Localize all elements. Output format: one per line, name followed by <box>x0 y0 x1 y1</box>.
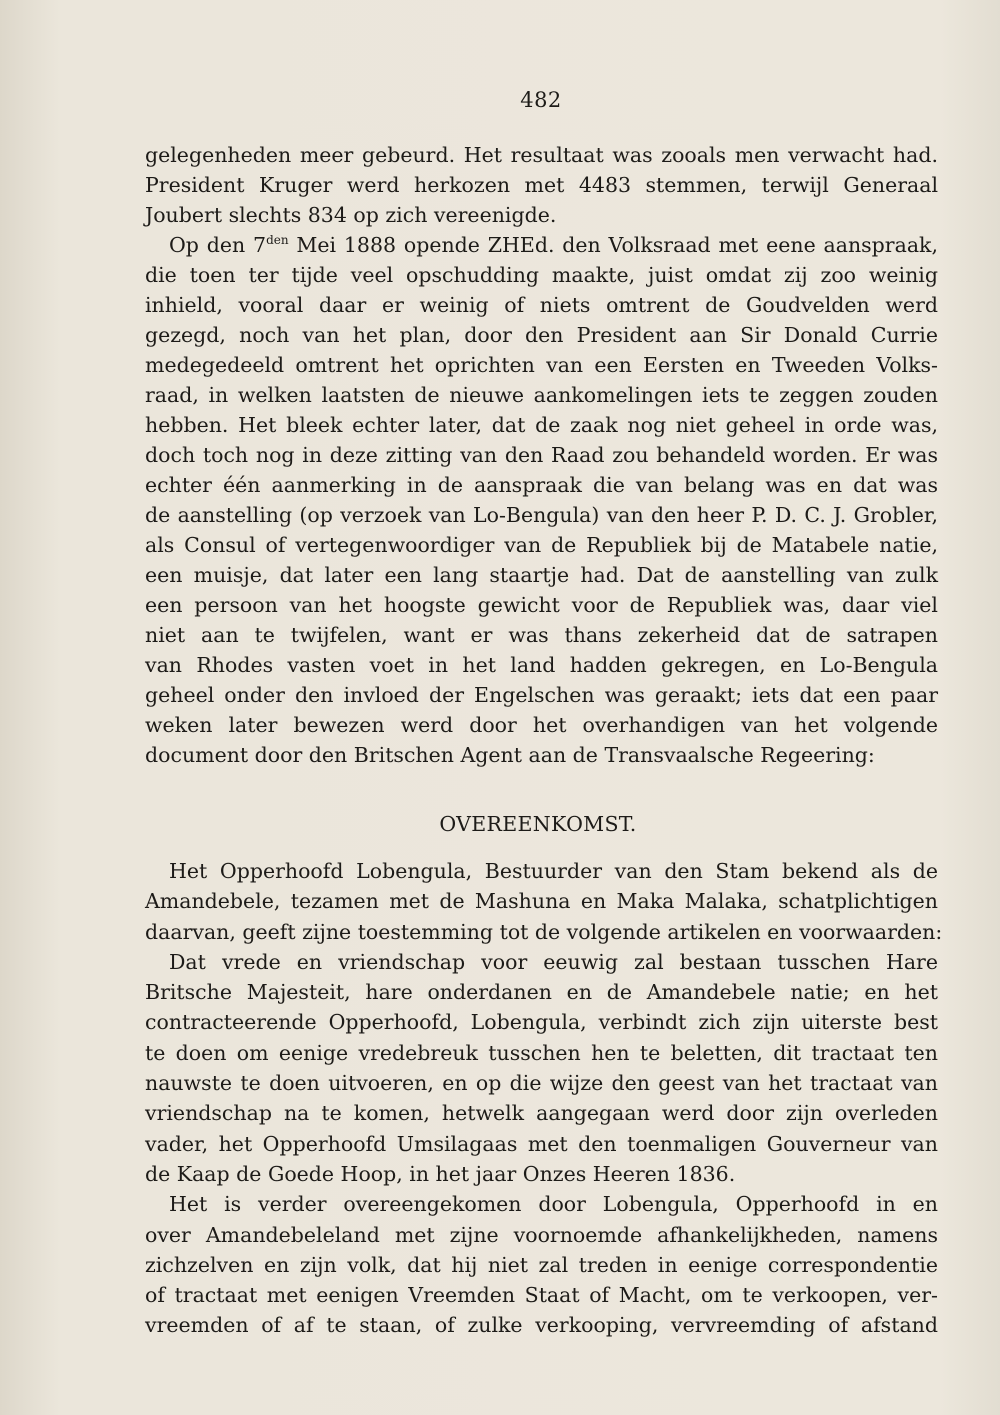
text-line: echter één aanmerking in de aanspraak die van belang was en dat was <box>145 473 938 497</box>
text-line: de Kaap de Goede Hoop, in het jaar Onzes Heeren 1836. <box>145 1161 736 1186</box>
text-line: een muisje, dat later een lang staartje had. Dat de aanstelling van zulk <box>145 563 938 587</box>
text-line: gelegenheden meer gebeurd. Het resultaat was zooals men verwacht had. <box>145 143 938 167</box>
text-line-rest: Mei 1888 opende ZHEd. den Volksraad met eene aanspraak, <box>296 233 938 257</box>
text-line: raad, in welken laatsten de nieuwe aankomelingen iets te zeggen zouden <box>145 383 938 407</box>
text-line: een persoon van het hoogste gewicht voor de Republiek was, daar viel <box>145 593 938 617</box>
text-line: geheel onder den invloed der Engelschen was geraakt; iets dat een paar <box>145 683 938 707</box>
text-line <box>145 230 938 260</box>
text-line: doch toch nog in deze zitting van den Raad zou behandeld worden. Er was <box>145 443 938 467</box>
text-line: inhield, vooral daar er weinig of niets omtrent de Goudvelden werd <box>145 293 938 317</box>
superscript: den <box>266 233 289 247</box>
page-number: 482 <box>520 88 562 112</box>
text-line: contracteerende Opperhoofd, Lobengula, verbindt zich zijn uiterste best <box>145 1010 938 1035</box>
body-text-lower <box>145 856 943 1341</box>
text-line: weken later bewezen werd door het overhandigen van het volgende <box>145 713 938 737</box>
text-line: over Amandebeleland met zijne voornoemde afhankelijkheden, namens <box>145 1222 938 1247</box>
text-line: te doen om eenige vredebreuk tusschen hen te beletten, dit tractaat ten <box>145 1040 938 1065</box>
text-line: nauwste te doen uitvoeren, en op die wijze den geest van het tractaat van <box>145 1071 938 1096</box>
text-line: hebben. Het bleek echter later, dat de zaak nog niet geheel in orde was, <box>145 413 938 437</box>
text-line: van Rhodes vasten voet in het land hadden gekregen, en Lo-Bengula <box>145 653 938 677</box>
text-line: Het is verder overeengekomen door Lobengula, Opperhoofd in en <box>169 1192 938 1217</box>
text-line: President Kruger werd herkozen met 4483 stemmen, terwijl Generaal <box>145 173 938 197</box>
text-line: Dat vrede en vriendschap voor eeuwig zal bestaan tusschen Hare <box>169 949 938 974</box>
text-line: vader, het Opperhoofd Umsilagaas met den toenmaligen Gouverneur van <box>145 1131 938 1156</box>
text-line: die toen ter tijde veel opschudding maakte, juist omdat zij zoo weinig <box>145 263 938 287</box>
text-line: vreemden of af te staan, of zulke verkooping, vervreemding of afstand <box>145 1313 938 1338</box>
text-line: zichzelven en zijn volk, dat hij niet zal treden in eenige correspondentie <box>145 1252 938 1277</box>
text-line: medegedeeld omtrent het oprichten van een Eersten en Tweeden Volks- <box>145 353 938 377</box>
text-line: Joubert slechts 834 op zich vereenigde. <box>145 203 557 227</box>
text-line: Amandebele, tezamen met de Mashuna en Maka Malaka, schatplichtigen <box>145 889 938 914</box>
text-line: document door den Britschen Agent aan de Transvaalsche Regeering: <box>145 743 875 767</box>
text-line: Britsche Majesteit, hare onderdanen en de Amandebele natie; en het <box>145 980 938 1005</box>
section-heading: OVEREENKOMST. <box>439 812 637 836</box>
text-line: als Consul of vertegenwoordiger van de Republiek bij de Matabele natie, <box>145 533 938 557</box>
text-line: Het Opperhoofd Lobengula, Bestuurder van den Stam bekend als de <box>169 859 938 883</box>
text-line: daarvan, geeft zijne toestemming tot de volgende artikelen en voorwaarden: <box>145 919 943 944</box>
text-line: niet aan te twijfelen, want er was thans zekerheid dat de satrapen <box>145 623 938 647</box>
text-line: gezegd, noch van het plan, door den President aan Sir Donald Currie <box>145 323 938 347</box>
text-line-prefix: Op den 7 <box>169 233 267 257</box>
body-text-upper <box>145 140 938 770</box>
text-line: de aanstelling (op verzoek van Lo-Bengula) van den heer P. D. C. J. Grobler, <box>145 503 938 527</box>
text-line: vriendschap na te komen, hetwelk aangegaan werd door zijn overleden <box>145 1101 938 1126</box>
text-line: of tractaat met eenigen Vreemden Staat of Macht, om te verkoopen, ver- <box>145 1283 938 1308</box>
